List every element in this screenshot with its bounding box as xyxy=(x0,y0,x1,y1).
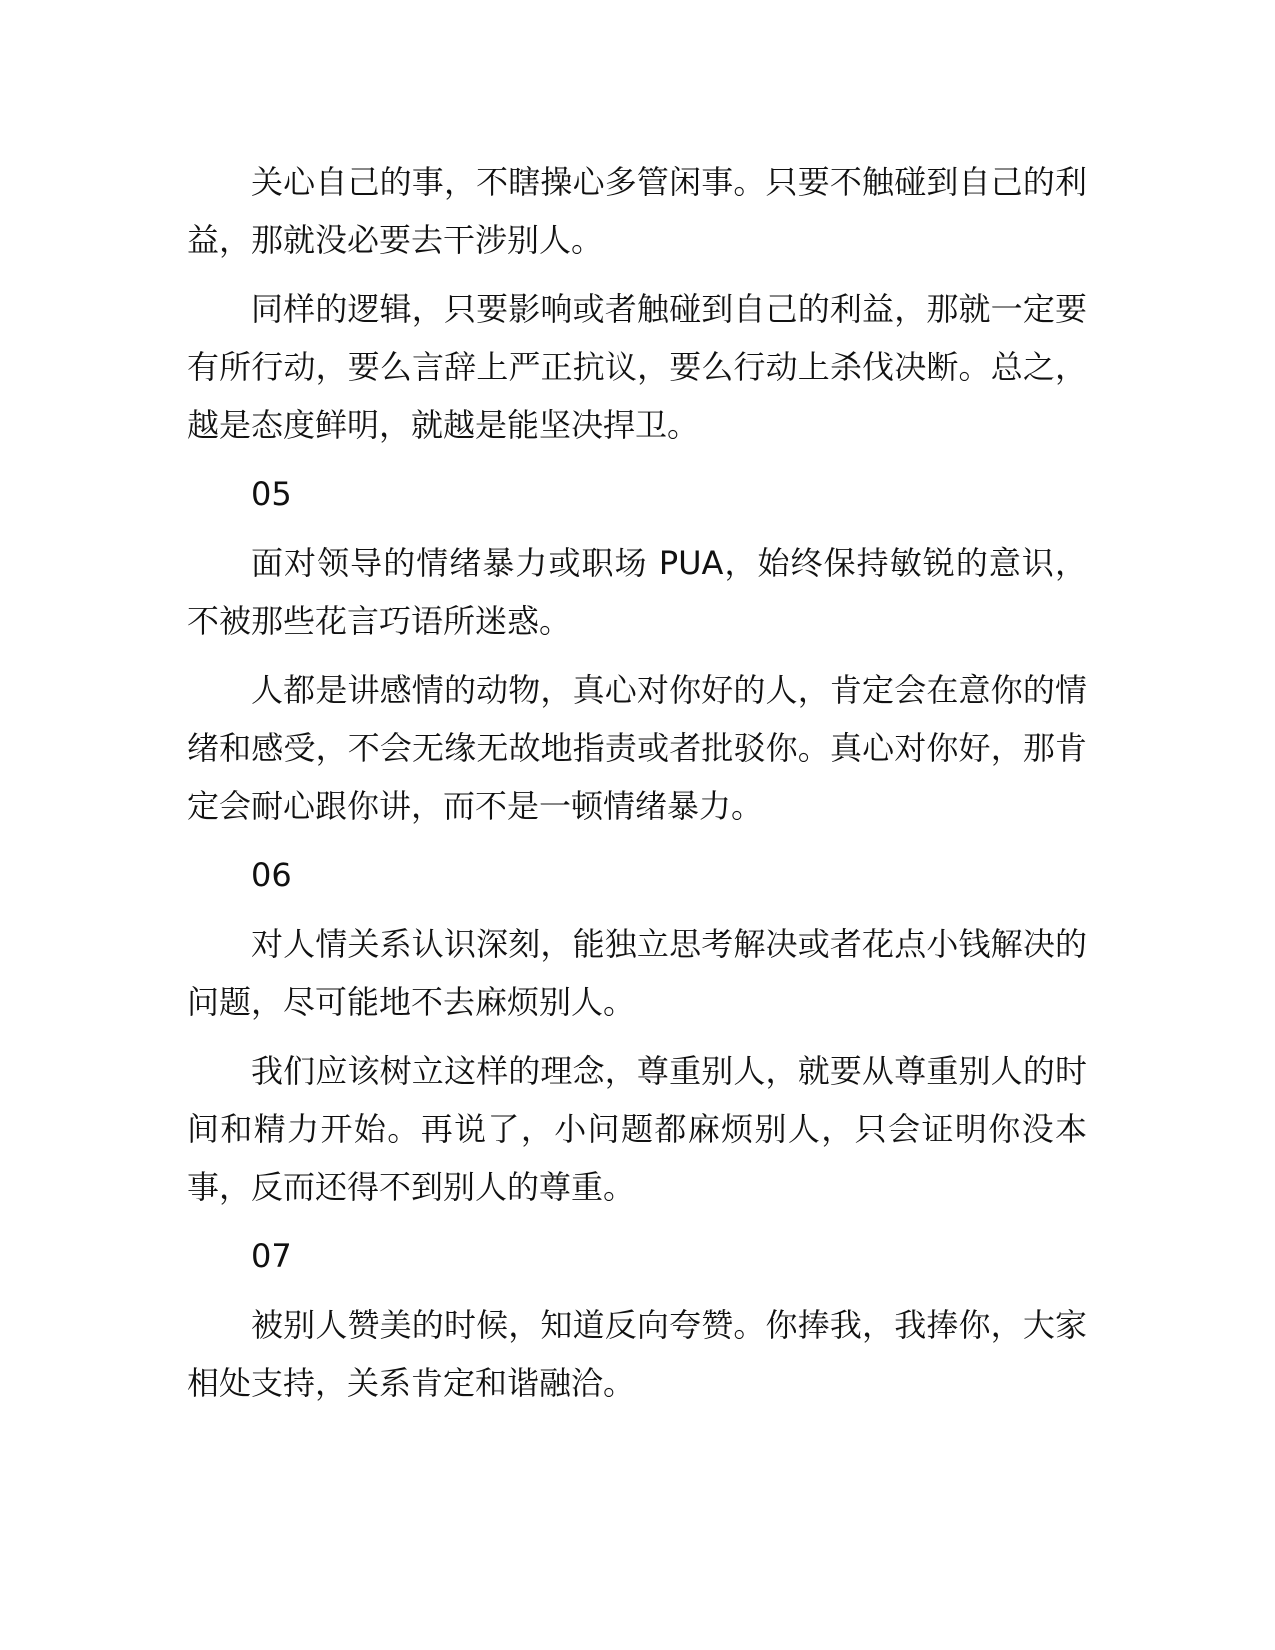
section-number: 07 xyxy=(251,1237,292,1275)
section-number: 05 xyxy=(251,475,292,513)
paragraph: 被别人赞美的时候，知道反向夸赞。你捧我，我捧你，大家相处支持，关系肯定和谐融洽。 xyxy=(187,1306,1087,1402)
paragraph: 对人情关系认识深刻，能独立思考解决或者花点小钱解决的问题，尽可能地不去麻烦别人。 xyxy=(187,925,1087,1021)
paragraph: 同样的逻辑，只要影响或者触碰到自己的利益，那就一定要有所行动，要么言辞上严正抗议，要么行动上杀伐决断。总之，越是态度鲜明，就越是能坚决捍卫。 xyxy=(187,290,1087,444)
paragraph: 人都是讲感情的动物，真心对你好的人，肯定会在意你的情绪和感受，不会无缘无故地指责或者批驳你。真心对你好，那肯定会耐心跟你讲，而不是一顿情绪暴力。 xyxy=(187,671,1087,825)
paragraph: 关心自己的事，不瞎操心多管闲事。只要不触碰到自己的利益，那就没必要去干涉别人。 xyxy=(187,163,1087,259)
document-body xyxy=(187,153,1087,1423)
paragraph: 面对领导的情绪暴力或职场 PUA，始终保持敏锐的意识，不被那些花言巧语所迷惑。 xyxy=(187,544,1087,640)
section-number: 06 xyxy=(251,856,292,894)
paragraph: 我们应该树立这样的理念，尊重别人，就要从尊重别人的时间和精力开始。再说了，小问题都麻烦别人，只会证明你没本事，反而还得不到别人的尊重。 xyxy=(187,1052,1087,1206)
